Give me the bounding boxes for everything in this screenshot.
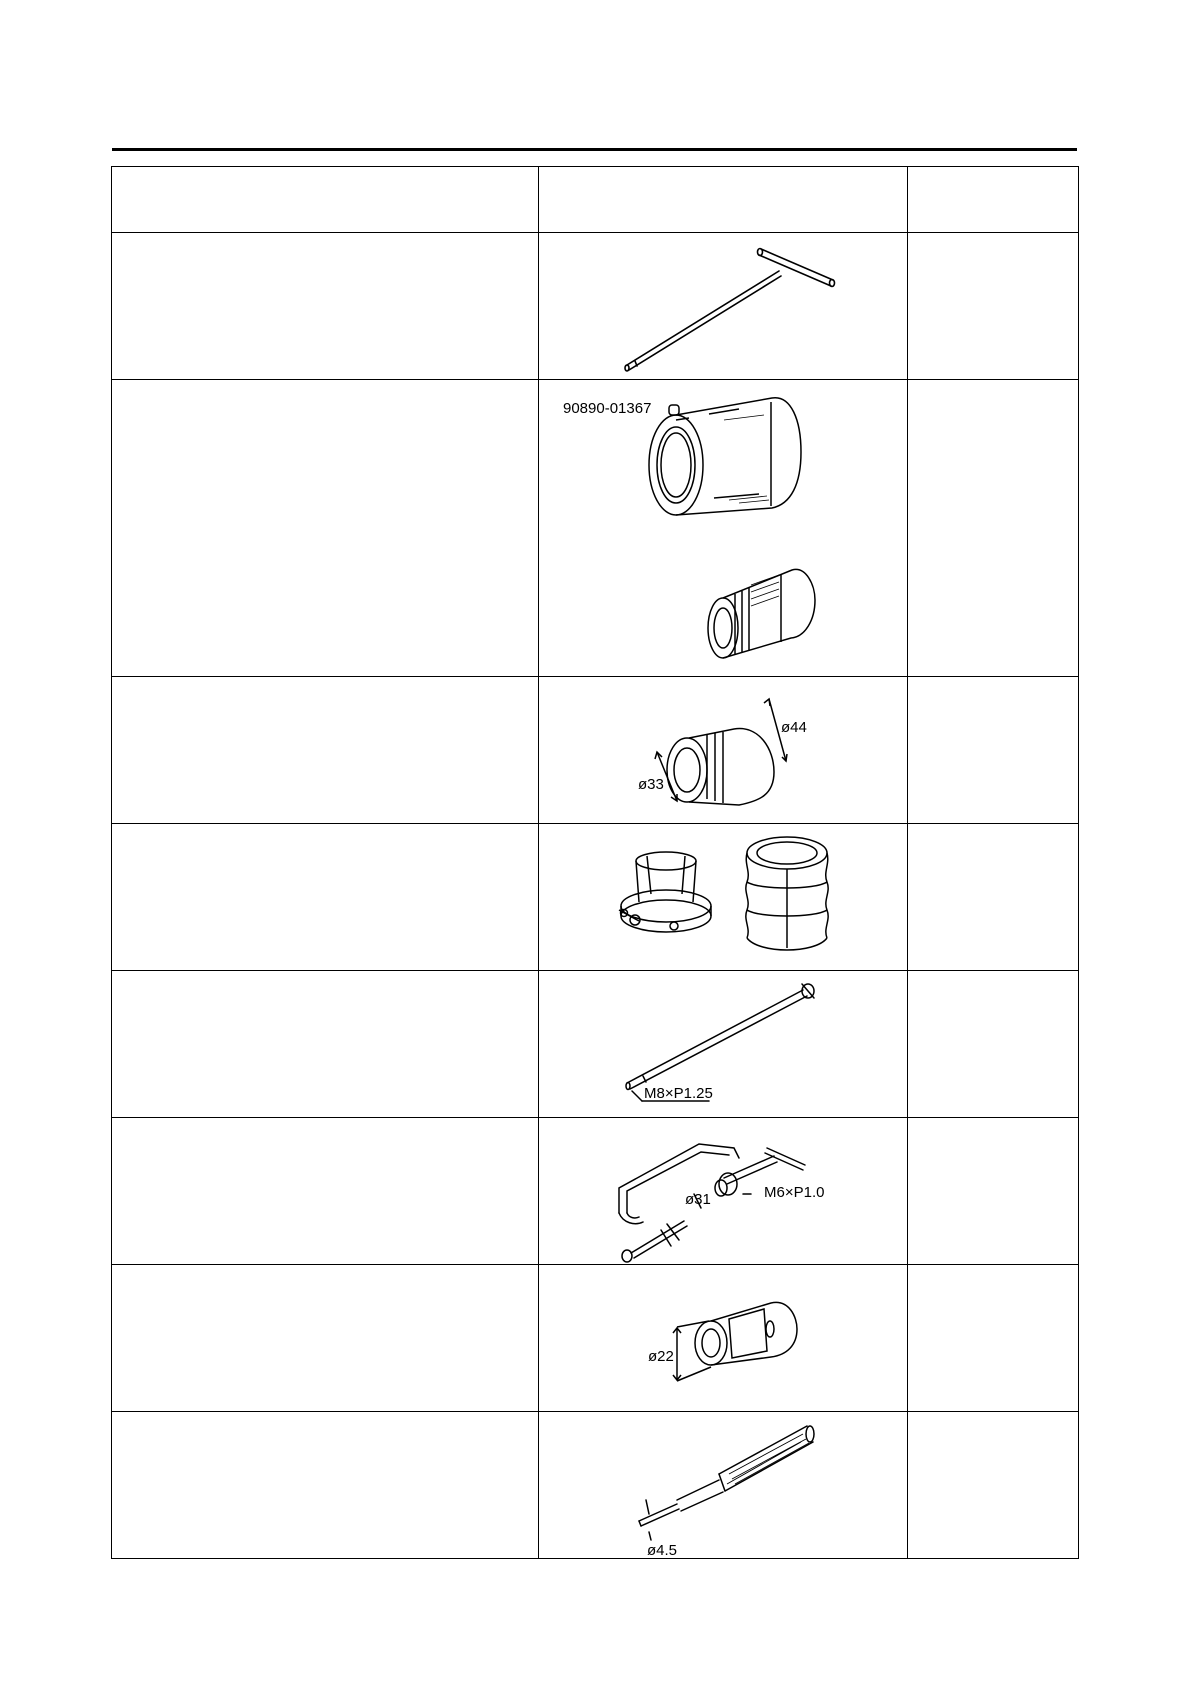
- reference-cell: [908, 824, 1079, 971]
- knurled-drift-icon: [539, 1412, 908, 1558]
- header-name-cell: [112, 167, 539, 233]
- illustration-cell: [539, 233, 908, 380]
- diameter-label: ø31: [685, 1191, 711, 1208]
- header-illustration-cell: [539, 167, 908, 233]
- gauge-sleeve-icon: [539, 380, 908, 676]
- table-header-row: [112, 167, 1079, 233]
- illustration-cell: [539, 971, 908, 1118]
- part-number-label: 90890-01367: [563, 400, 652, 417]
- name-cell: [112, 971, 539, 1118]
- name-cell: [112, 1118, 539, 1265]
- reference-cell: [908, 1412, 1079, 1559]
- table-row: [112, 1265, 1079, 1412]
- long-bolt-icon: [539, 971, 908, 1117]
- name-cell: [112, 380, 539, 677]
- illustration-cell: [539, 1265, 908, 1412]
- diameter-label: ø22: [648, 1348, 674, 1365]
- special-tools-table: [111, 166, 1079, 1559]
- illustration-cell: [539, 1412, 908, 1559]
- table-row: [112, 971, 1079, 1118]
- reference-cell: [908, 233, 1079, 380]
- table-row: [112, 380, 1079, 677]
- table-row: [112, 1412, 1079, 1559]
- valve-compressor-icon: [539, 1118, 908, 1264]
- name-cell: [112, 677, 539, 824]
- table-row: [112, 677, 1079, 824]
- table-row: [112, 1118, 1079, 1265]
- diameter-label: ø44: [781, 719, 807, 736]
- top-rule: [112, 148, 1077, 151]
- diameter-label: ø33: [638, 776, 664, 793]
- diameter-label: ø4.5: [647, 1542, 678, 1558]
- holder-and-rubber-sleeve-icon: [539, 824, 908, 970]
- slotted-attachment-icon: [539, 1265, 908, 1411]
- illustration-cell: [539, 1118, 908, 1265]
- illustration-cell: [539, 677, 908, 824]
- name-cell: [112, 233, 539, 380]
- reference-cell: [908, 380, 1079, 677]
- reference-cell: [908, 1118, 1079, 1265]
- name-cell: [112, 1265, 539, 1412]
- reference-cell: [908, 971, 1079, 1118]
- thread-label: M8×P1.25: [644, 1085, 713, 1102]
- table-row: [112, 233, 1079, 380]
- reference-cell: [908, 677, 1079, 824]
- name-cell: [112, 824, 539, 971]
- name-cell: [112, 1412, 539, 1559]
- t-handle-icon: [539, 233, 908, 379]
- reference-cell: [908, 1265, 1079, 1412]
- header-reference-cell: [908, 167, 1079, 233]
- stepped-collar-icon: [539, 677, 908, 823]
- thread-label: M6×P1.0: [764, 1184, 825, 1201]
- illustration-cell: [539, 380, 908, 677]
- table-row: [112, 824, 1079, 971]
- illustration-cell: [539, 824, 908, 971]
